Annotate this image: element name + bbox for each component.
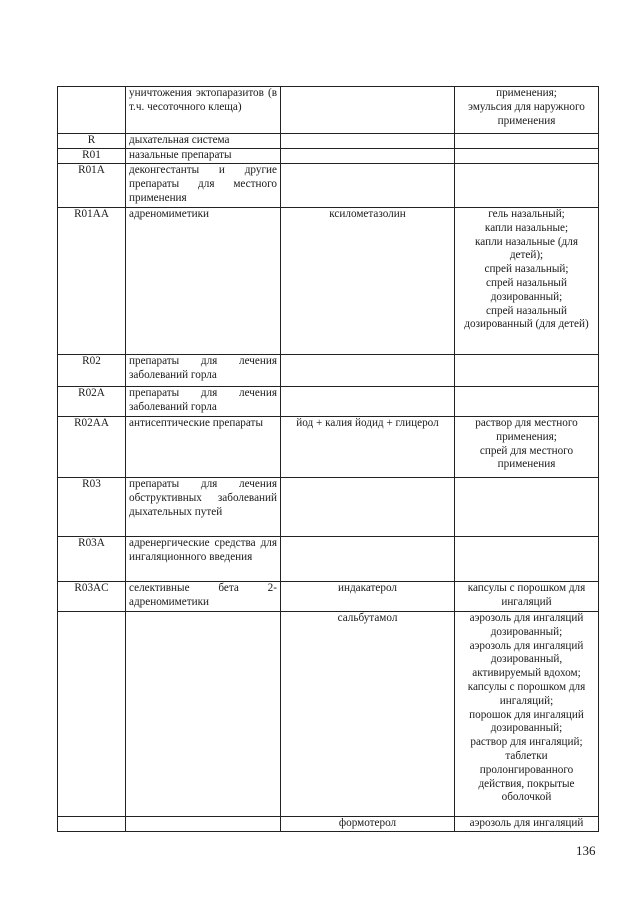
atc-code: R03A (58, 537, 126, 582)
atc-code (58, 87, 126, 134)
dosage-forms (455, 817, 599, 832)
atc-code: R01A (58, 164, 126, 208)
anatomical-group: дыхательная система (126, 134, 281, 149)
drug-name (281, 355, 455, 387)
atc-code: R01 (58, 149, 126, 164)
dosage-form: аэрозоль для ингаляций (469, 817, 584, 829)
dosage-forms (455, 149, 599, 164)
anatomical-group: адреномиметики (126, 208, 281, 355)
dosage-forms (455, 612, 599, 817)
dosage-form: капли назальные; (484, 221, 569, 234)
anatomical-group: антисептические препараты (126, 417, 281, 478)
medicines-table (57, 86, 599, 832)
dosage-form: спрей назальный дозированный (для детей) (464, 304, 589, 331)
table-row (58, 817, 599, 832)
dosage-forms (455, 87, 599, 134)
table-row (58, 355, 599, 387)
drug-name (281, 149, 455, 164)
anatomical-group: назальные препараты (126, 149, 281, 164)
atc-code: R01AA (58, 208, 126, 355)
drug-name (281, 134, 455, 149)
table-row (58, 87, 599, 134)
dosage-form: применения; (496, 87, 557, 99)
drug-name: ксилометазолин (281, 208, 455, 355)
dosage-form: эмульсия для наружного применения (468, 100, 585, 127)
drug-name (281, 164, 455, 208)
dosage-form: капли назальные (для детей); (475, 235, 578, 262)
dosage-forms (455, 537, 599, 582)
table-row (58, 478, 599, 537)
atc-code (58, 817, 126, 832)
table-row (58, 417, 599, 478)
dosage-forms (455, 478, 599, 537)
atc-code: R03AC (58, 582, 126, 612)
dosage-form: порошок для ингаляций дозированный; (469, 708, 584, 735)
anatomical-group: препараты для лечения обструктивных заболеваний дыхательных путей (126, 478, 281, 537)
table-row (58, 149, 599, 164)
dosage-form: спрей назальный; (484, 263, 569, 276)
anatomical-group: препараты для лечения заболеваний горла (126, 355, 281, 387)
dosage-form: раствор для ингаляций; (470, 736, 583, 749)
drug-name: йод + калия йодид + глицерол (281, 417, 455, 478)
drug-name (281, 537, 455, 582)
table-row (58, 387, 599, 417)
dosage-forms (455, 582, 599, 612)
atc-code: R02 (58, 355, 126, 387)
table-row (58, 208, 599, 355)
dosage-form: капсулы с порошком для ингаляций; (467, 680, 586, 707)
page-number: 136 (576, 843, 596, 858)
dosage-forms (455, 355, 599, 387)
anatomical-group: уничтожения эктопаразитов (в т.ч. чесоточного клеща) (126, 87, 281, 134)
dosage-form: спрей назальный дозированный; (486, 276, 567, 303)
anatomical-group (126, 612, 281, 817)
dosage-form: капсулы с порошком для ингаляций (467, 582, 586, 608)
anatomical-group (126, 817, 281, 832)
dosage-forms (455, 387, 599, 417)
dosage-form: спрей для местного применения (479, 444, 574, 471)
dosage-form: аэрозоль для ингаляций дозированный, активируемый вдохом; (469, 639, 584, 680)
dosage-form: гель назальный; (488, 208, 565, 220)
drug-name (281, 87, 455, 134)
dosage-forms (455, 164, 599, 208)
atc-code: R (58, 134, 126, 149)
anatomical-group: адренергические средства для ингаляционного введения (126, 537, 281, 582)
drug-name (281, 478, 455, 537)
dosage-forms (455, 208, 599, 355)
atc-code (58, 612, 126, 817)
drug-name: индакатерол (281, 582, 455, 612)
dosage-form: раствор для местного применения; (475, 417, 578, 443)
drug-name: формотерол (281, 817, 455, 832)
anatomical-group: препараты для лечения заболеваний горла (126, 387, 281, 417)
atc-code: R02AA (58, 417, 126, 478)
dosage-form: таблетки пролонгированного действия, покрытые оболочкой (478, 749, 575, 804)
atc-code: R02A (58, 387, 126, 417)
atc-code: R03 (58, 478, 126, 537)
table-row (58, 582, 599, 612)
table-row (58, 537, 599, 582)
anatomical-group: деконгестанты и другие препараты для местного применения (126, 164, 281, 208)
dosage-forms (455, 134, 599, 149)
table-row (58, 164, 599, 208)
drug-name: сальбутамол (281, 612, 455, 817)
table-row (58, 612, 599, 817)
table-row (58, 134, 599, 149)
dosage-forms (455, 417, 599, 478)
drug-name (281, 387, 455, 417)
dosage-form: аэрозоль для ингаляций дозированный; (469, 612, 584, 638)
anatomical-group: селективные бета 2-адреномиметики (126, 582, 281, 612)
